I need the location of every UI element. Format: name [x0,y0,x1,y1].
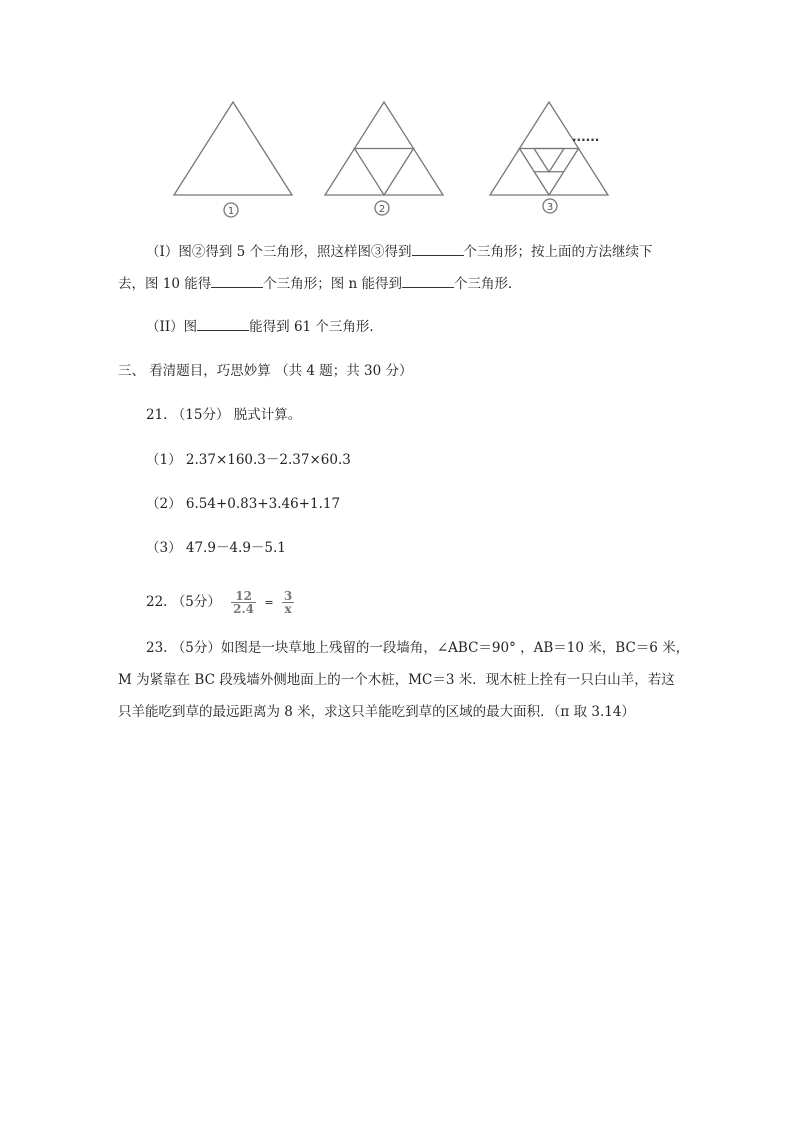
continuation-dots: ...... [572,130,600,144]
q-part1-text-e: 个三角形． [454,276,522,292]
figure-2-inner-triangle [355,149,414,196]
q21-head: 21. （15分） 脱式计算。 [146,407,302,423]
fraction-12-over-2.4 [231,590,256,615]
figure-1-label-number: 1 [227,206,235,217]
q-part1-text-d: 个三角形；图 n 能得到 [263,276,403,292]
fraction2-numerator: 3 [283,589,293,603]
answer-blank-figure10[interactable] [211,273,263,288]
fraction-3-over-x [282,590,294,615]
q23-line1: 23. （5分）如图是一块草地上残留的一段墙角，∠ABC＝90° ，AB＝10 米，BC＝6 米， [146,640,690,656]
fraction1-numerator: 12 [231,590,256,603]
q-part1-text-a: （I）图②得到 5 个三角形，照这样图③得到 [146,244,412,260]
q21-item-3: （3） 47.9－4.9－5.1 [146,540,286,556]
triangle-figures [165,98,625,223]
q22-head: 22. （5分） [146,594,221,610]
fraction1-denominator: 2.4 [233,602,255,616]
q-part1-line2 [118,273,522,294]
figure-1-triangle [174,102,292,195]
q21-item-2: （2） 6.54+0.83+3.46+1.17 [146,496,341,512]
q-part1-text-c: 去，图 10 能得 [118,276,212,292]
q-part2-text-a: （II）图 [146,319,198,335]
answer-blank-figure-n[interactable] [402,273,454,288]
q21-item-1: （1） 2.37×160.3－2.37×60.3 [146,452,351,468]
section3-title: 三、 看清题目，巧思妙算 （共 4 题；共 30 分） [118,363,413,379]
figure-2-label-number: 2 [378,204,386,215]
q-part1-line1 [146,241,653,262]
equals-sign: = [264,596,274,609]
q-part1-text-b: 个三角形；按上面的方法继续下 [463,244,653,260]
q23-line3: 只羊能吃到草的最远距离为 8 米，求这只羊能吃到草的区域的最大面积．（π 取 3.14） [118,704,635,720]
figure-3-label-number: 3 [546,202,554,213]
q23-line2: M 为紧靠在 BC 段残墙外侧地面上的一个木桩，MC＝3 米．现木桩上拴有一只白山羊，若这 [118,672,675,688]
answer-blank-figure3[interactable] [412,241,464,256]
q-part2-text-b: 能得到 61 个三角形． [249,319,383,335]
fraction2-denominator: x [284,602,292,616]
answer-blank-figure-61[interactable] [197,316,249,331]
q-part2-line [146,316,383,337]
q22-line [146,588,294,617]
figure-3-inner-triangle [534,149,564,173]
